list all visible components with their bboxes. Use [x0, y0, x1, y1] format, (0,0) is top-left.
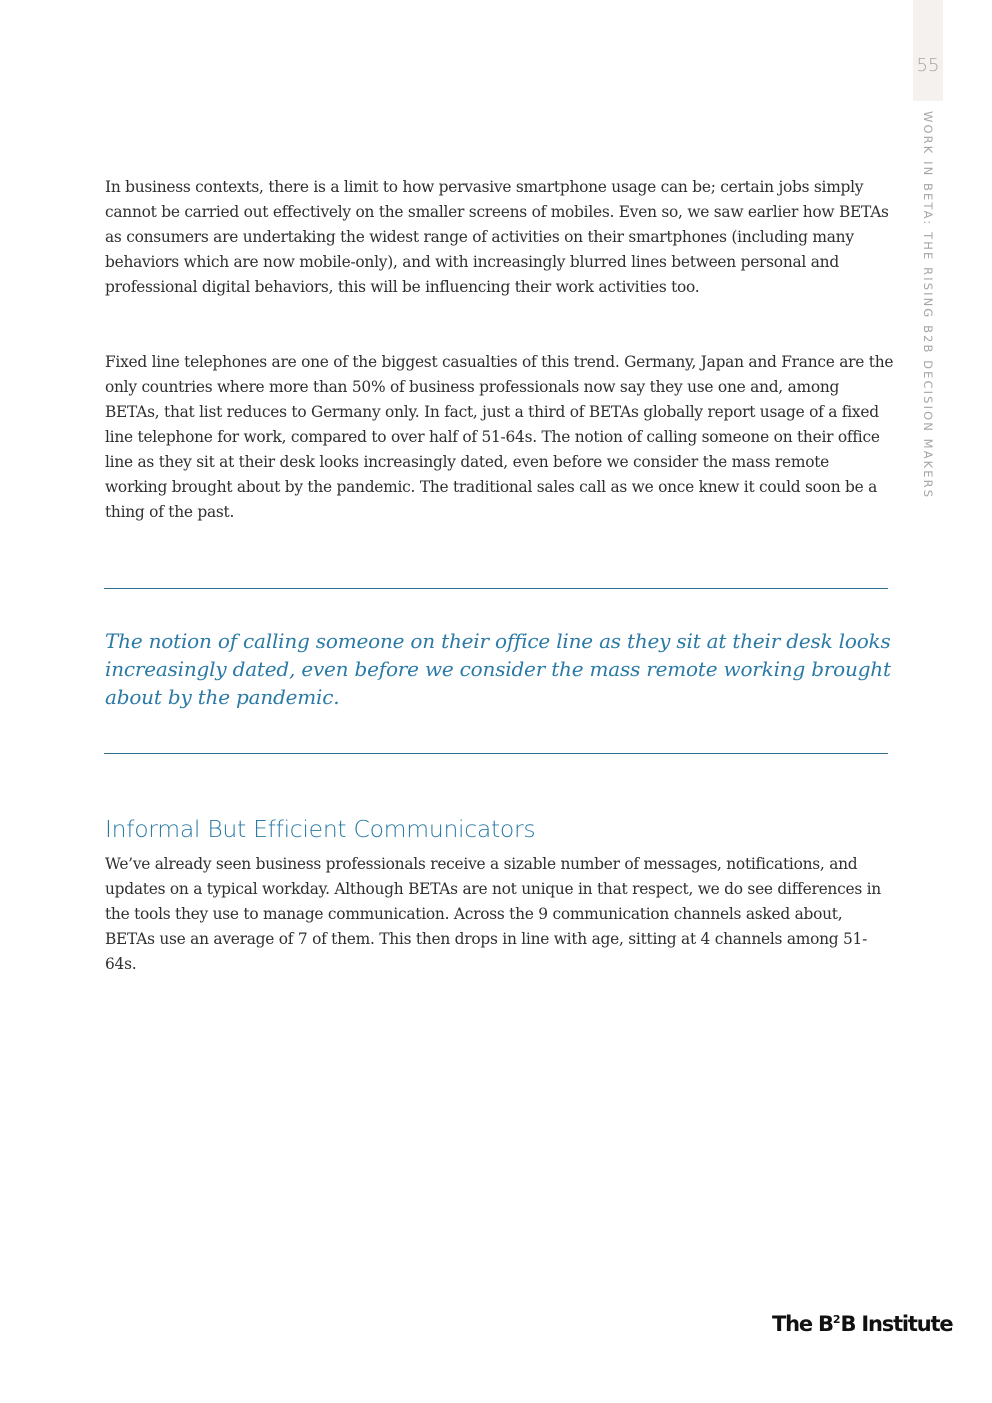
section-heading: Informal But Efficient Communicators	[105, 815, 536, 843]
body-paragraph: We’ve already seen business professionals receive a sizable number of messages, notifications, and updates on a typical workday. Although BETAs are not unique in that respect, we do see differences in the tools they use to manage communication. Across the 9 communication channels asked about, BETAs use an average of 7 of them. This then drops in line with age, sitting at 4 channels among 51-64s.	[105, 855, 881, 973]
running-title: WORK IN BETA: THE RISING B2B DECISION MAKERS	[921, 111, 935, 500]
divider-top	[104, 588, 888, 589]
logo-suffix: B Institute	[840, 1312, 953, 1336]
page-number: 55	[916, 55, 940, 76]
body-paragraph: Fixed line telephones are one of the biggest casualties of this trend. Germany, Japan and France are the only countries where more than 50% of business professionals now say they use one and, among BETAs, that list reduces to Germany only. In fact, just a third of BETAs globally report usage of a fixed line telephone for work, compared to over half of 51-64s. The notion of calling someone on their office line as they sit at their desk looks increasingly dated, even before we consider the mass remote working brought about by the pandemic. The traditional sales call as we once knew it could soon be a thing of the past.	[105, 353, 894, 521]
page-tab	[913, 0, 943, 101]
logo-superscript: 2	[832, 1313, 841, 1326]
divider-bottom	[104, 753, 888, 754]
body-paragraph: In business contexts, there is a limit to how pervasive smartphone usage can be; certain jobs simply cannot be carried out effectively on the smaller screens of mobiles. Even so, we saw earlier how BETAs as consumers are undertaking the widest range of activities on their smartphones (including many behaviors which are now mobile-only), and with increasingly blurred lines between personal and professional digital behaviors, this will be influencing their work activities too.	[105, 178, 889, 296]
pull-quote: The notion of calling someone on their office line as they sit at their desk looks increasingly dated, even before we consider the mass remote working brought about by the pandemic.	[105, 629, 891, 709]
b2b-institute-logo	[772, 1312, 952, 1336]
logo-prefix: The B	[772, 1312, 833, 1336]
